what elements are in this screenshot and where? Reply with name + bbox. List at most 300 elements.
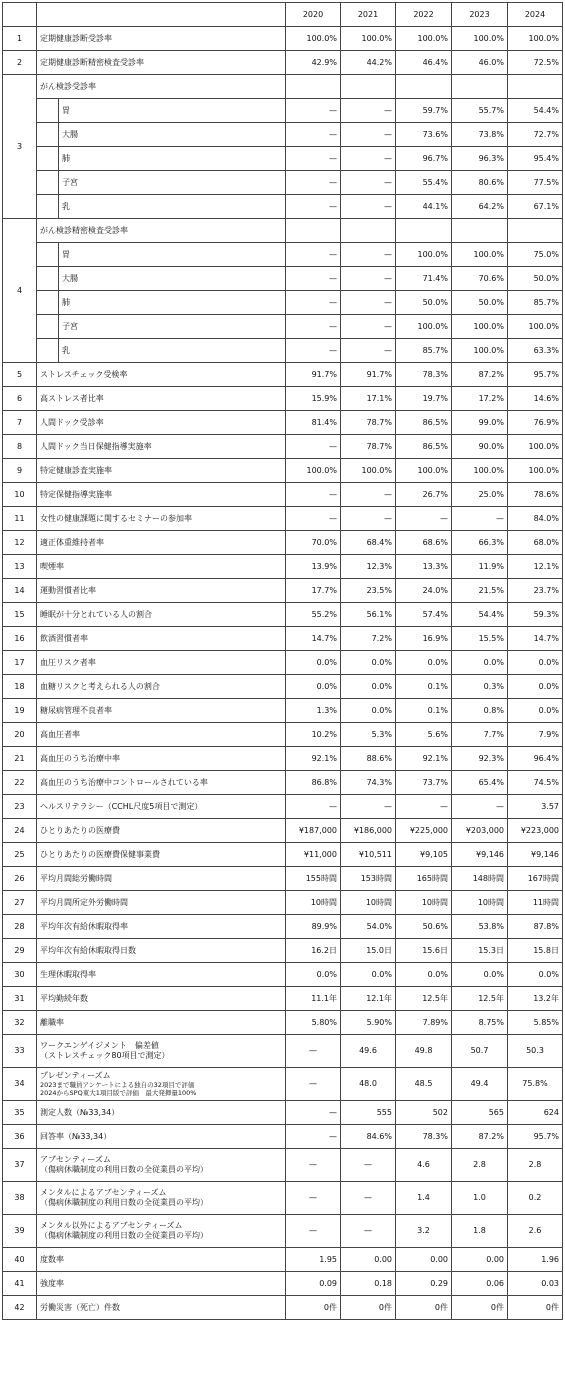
value-cell: 92.1% <box>396 747 452 771</box>
value-cell: 0.0% <box>508 675 563 699</box>
value-cell: 0.00 <box>341 1248 396 1272</box>
value-cell: 12.3% <box>341 555 396 579</box>
value-cell: 13.3% <box>396 555 452 579</box>
table-row <box>3 843 563 867</box>
value-cell: ¥186,000 <box>341 819 396 843</box>
value-cell: 68.0% <box>508 531 563 555</box>
value-cell: 5.3% <box>341 723 396 747</box>
row-label <box>37 1035 286 1068</box>
value-cell: 87.8% <box>508 915 563 939</box>
sub-label: 大腸 <box>59 123 286 147</box>
table-row <box>3 51 563 75</box>
value-cell: 56.1% <box>341 603 396 627</box>
row-number: 23 <box>3 795 37 819</box>
table-row <box>3 459 563 483</box>
value-cell: 16.2日 <box>286 939 341 963</box>
table-row <box>3 987 563 1011</box>
value-cell: — <box>286 1182 341 1215</box>
indent-cell <box>37 123 59 147</box>
value-cell: 96.7% <box>396 147 452 171</box>
table-row <box>3 795 563 819</box>
value-cell: 10時間 <box>452 891 508 915</box>
row-number: 26 <box>3 867 37 891</box>
value-cell: 92.3% <box>452 747 508 771</box>
value-cell: 68.4% <box>341 531 396 555</box>
value-cell: 100.0% <box>508 459 563 483</box>
sub-label: 大腸 <box>59 267 286 291</box>
value-cell: 91.7% <box>341 363 396 387</box>
value-cell: 0.29 <box>396 1272 452 1296</box>
sub-label: 肺 <box>59 147 286 171</box>
value-cell: 42.9% <box>286 51 341 75</box>
value-cell: 0件 <box>452 1296 508 1320</box>
row-label: 高ストレス者比率 <box>37 387 286 411</box>
label-line: （ストレスチェック80項目で測定） <box>40 1051 170 1060</box>
value-cell: 0.8% <box>452 699 508 723</box>
value-cell: 13.9% <box>286 555 341 579</box>
row-number: 11 <box>3 507 37 531</box>
label-line: （傷病休職制度の利用日数の全従業員の平均） <box>40 1231 208 1240</box>
table-row <box>3 1248 563 1272</box>
table-row <box>3 555 563 579</box>
value-cell: 17.1% <box>341 387 396 411</box>
value-cell: 49.6 <box>341 1035 396 1068</box>
value-cell: 0.09 <box>286 1272 341 1296</box>
value-cell: — <box>396 795 452 819</box>
table-row <box>3 699 563 723</box>
value-cell: 3.2 <box>396 1215 452 1248</box>
group-title-row <box>3 219 563 243</box>
value-cell: 12.1% <box>508 555 563 579</box>
value-cell: 55.7% <box>452 99 508 123</box>
sub-label: 胃 <box>59 243 286 267</box>
value-cell: — <box>286 435 341 459</box>
value-cell: — <box>286 171 341 195</box>
value-cell: 49.4 <box>452 1068 508 1101</box>
row-label: 離職率 <box>37 1011 286 1035</box>
year-header: 2024 <box>508 3 563 27</box>
value-cell: 1.96 <box>508 1248 563 1272</box>
value-cell: — <box>396 507 452 531</box>
value-cell: 24.0% <box>396 579 452 603</box>
value-cell: 0.06 <box>452 1272 508 1296</box>
value-cell: 624 <box>508 1101 563 1125</box>
empty-cell <box>286 219 341 243</box>
row-label: ひとりあたりの医療費保健事業費 <box>37 843 286 867</box>
value-cell: — <box>341 99 396 123</box>
group-item-row <box>3 267 563 291</box>
row-number: 16 <box>3 627 37 651</box>
value-cell: — <box>341 507 396 531</box>
value-cell: — <box>341 1215 396 1248</box>
value-cell: 1.95 <box>286 1248 341 1272</box>
label-line: 強度率 <box>40 1278 64 1288</box>
value-cell: 46.0% <box>452 51 508 75</box>
table-row <box>3 1035 563 1068</box>
value-cell: 15.3日 <box>452 939 508 963</box>
year-header: 2021 <box>341 3 396 27</box>
value-cell: 555 <box>341 1101 396 1125</box>
value-cell: 4.6 <box>396 1149 452 1182</box>
header-row <box>3 3 563 27</box>
value-cell: 95.7% <box>508 1125 563 1149</box>
empty-cell <box>341 219 396 243</box>
value-cell: — <box>286 1035 341 1068</box>
row-number: 5 <box>3 363 37 387</box>
value-cell: 0.0% <box>286 963 341 987</box>
value-cell: 11時間 <box>508 891 563 915</box>
row-number: 9 <box>3 459 37 483</box>
value-cell: 73.7% <box>396 771 452 795</box>
label-line: アブセンティーズム <box>40 1155 111 1164</box>
row-number: 37 <box>3 1149 37 1182</box>
value-cell: 0件 <box>341 1296 396 1320</box>
value-cell: 167時間 <box>508 867 563 891</box>
value-cell: 23.5% <box>341 579 396 603</box>
row-label: 定期健康診断精密検査受診率 <box>37 51 286 75</box>
table-row <box>3 867 563 891</box>
value-cell: 0.0% <box>341 675 396 699</box>
value-cell: 70.0% <box>286 531 341 555</box>
value-cell: 502 <box>396 1101 452 1125</box>
value-cell: 100.0% <box>396 315 452 339</box>
value-cell: 17.2% <box>452 387 508 411</box>
value-cell: 0.0% <box>341 651 396 675</box>
value-cell: 50.7 <box>452 1035 508 1068</box>
value-cell: — <box>341 195 396 219</box>
value-cell: 67.1% <box>508 195 563 219</box>
value-cell: 88.6% <box>341 747 396 771</box>
value-cell: 0.0% <box>286 651 341 675</box>
value-cell: 54.4% <box>508 99 563 123</box>
value-cell: ¥10,511 <box>341 843 396 867</box>
group-item-row <box>3 195 563 219</box>
value-cell: 54.4% <box>452 603 508 627</box>
value-cell: 74.5% <box>508 771 563 795</box>
value-cell: 78.6% <box>508 483 563 507</box>
table-row <box>3 963 563 987</box>
value-cell: — <box>286 315 341 339</box>
value-cell: 12.5年 <box>452 987 508 1011</box>
row-number: 1 <box>3 27 37 51</box>
value-cell: — <box>341 171 396 195</box>
table-row <box>3 915 563 939</box>
row-number: 10 <box>3 483 37 507</box>
row-number: 4 <box>3 219 37 363</box>
value-cell: 7.2% <box>341 627 396 651</box>
value-cell: — <box>452 795 508 819</box>
value-cell: 2.8 <box>452 1149 508 1182</box>
row-label: 飲酒習慣者率 <box>37 627 286 651</box>
value-cell: 85.7% <box>396 339 452 363</box>
value-cell: ¥9,146 <box>452 843 508 867</box>
row-number: 40 <box>3 1248 37 1272</box>
row-label <box>37 1101 286 1125</box>
sub-label: 子宮 <box>59 315 286 339</box>
row-label: 人間ドック受診率 <box>37 411 286 435</box>
value-cell: 48.0 <box>341 1068 396 1101</box>
row-number: 6 <box>3 387 37 411</box>
row-number: 20 <box>3 723 37 747</box>
value-cell: 0.00 <box>396 1248 452 1272</box>
row-label <box>37 1125 286 1149</box>
value-cell: 46.4% <box>396 51 452 75</box>
row-number: 12 <box>3 531 37 555</box>
value-cell: 73.8% <box>452 123 508 147</box>
value-cell: 12.1年 <box>341 987 396 1011</box>
year-header: 2020 <box>286 3 341 27</box>
value-cell: — <box>341 243 396 267</box>
group-item-row <box>3 291 563 315</box>
value-cell: ¥225,000 <box>396 819 452 843</box>
label-line: 回答率（№33,34） <box>40 1131 112 1141</box>
value-cell: 100.0% <box>452 459 508 483</box>
value-cell: — <box>286 243 341 267</box>
value-cell: 0.0% <box>286 675 341 699</box>
row-number: 14 <box>3 579 37 603</box>
table-row <box>3 1101 563 1125</box>
value-cell: 87.2% <box>452 363 508 387</box>
value-cell: — <box>341 291 396 315</box>
value-cell: 100.0% <box>452 27 508 51</box>
value-cell: 78.7% <box>341 435 396 459</box>
value-cell: — <box>286 1125 341 1149</box>
value-cell: — <box>286 195 341 219</box>
value-cell: 81.4% <box>286 411 341 435</box>
value-cell: 50.3 <box>508 1035 563 1068</box>
value-cell: 15.0日 <box>341 939 396 963</box>
value-cell: 57.4% <box>396 603 452 627</box>
indent-cell <box>37 171 59 195</box>
row-number: 41 <box>3 1272 37 1296</box>
row-number: 15 <box>3 603 37 627</box>
value-cell: 59.3% <box>508 603 563 627</box>
value-cell: 0.1% <box>396 675 452 699</box>
table-row <box>3 603 563 627</box>
sub-label: 胃 <box>59 99 286 123</box>
table-row <box>3 1149 563 1182</box>
row-number: 28 <box>3 915 37 939</box>
group-item-row <box>3 171 563 195</box>
value-cell: — <box>286 507 341 531</box>
row-label: 平均月間所定外労働時間 <box>37 891 286 915</box>
value-cell: 55.4% <box>396 171 452 195</box>
label-line: 測定人数（№33,34） <box>40 1107 120 1117</box>
value-cell: 0.0% <box>396 963 452 987</box>
table-row <box>3 627 563 651</box>
value-cell: 21.5% <box>452 579 508 603</box>
row-number: 32 <box>3 1011 37 1035</box>
label-line: （傷病休職制度の利用日数の全従業員の平均） <box>40 1165 208 1174</box>
health-metrics-table <box>2 2 563 1320</box>
value-cell: 100.0% <box>286 27 341 51</box>
value-cell: 77.5% <box>508 171 563 195</box>
empty-cell <box>396 75 452 99</box>
value-cell: ¥11,000 <box>286 843 341 867</box>
value-cell: — <box>341 267 396 291</box>
value-cell: 68.6% <box>396 531 452 555</box>
value-cell: 0件 <box>508 1296 563 1320</box>
table-row <box>3 891 563 915</box>
value-cell: 85.7% <box>508 291 563 315</box>
value-cell: 92.1% <box>286 747 341 771</box>
value-cell: 0.18 <box>341 1272 396 1296</box>
row-number: 3 <box>3 75 37 219</box>
value-cell: 15.5% <box>452 627 508 651</box>
value-cell: 96.3% <box>452 147 508 171</box>
value-cell: — <box>341 483 396 507</box>
value-cell: 12.5年 <box>396 987 452 1011</box>
value-cell: 66.3% <box>452 531 508 555</box>
row-number: 2 <box>3 51 37 75</box>
value-cell: ¥203,000 <box>452 819 508 843</box>
value-cell: 72.7% <box>508 123 563 147</box>
value-cell: 64.2% <box>452 195 508 219</box>
sub-label: 肺 <box>59 291 286 315</box>
table-row <box>3 387 563 411</box>
year-header: 2022 <box>396 3 452 27</box>
label-line: （傷病休職制度の利用日数の全従業員の平均） <box>40 1198 208 1207</box>
indent-cell <box>37 267 59 291</box>
value-cell: 0.0% <box>341 963 396 987</box>
table-row <box>3 1182 563 1215</box>
value-cell: — <box>286 339 341 363</box>
value-cell: 10時間 <box>396 891 452 915</box>
group-item-row <box>3 243 563 267</box>
value-cell: 73.6% <box>396 123 452 147</box>
row-label: 適正体重維持者率 <box>37 531 286 555</box>
row-label <box>37 1272 286 1296</box>
row-number: 27 <box>3 891 37 915</box>
value-cell: 14.7% <box>508 627 563 651</box>
row-label: 高血圧者率 <box>37 723 286 747</box>
group-item-row <box>3 123 563 147</box>
value-cell: — <box>286 1068 341 1101</box>
value-cell: 5.80% <box>286 1011 341 1035</box>
value-cell: 0.1% <box>396 699 452 723</box>
value-cell: 89.9% <box>286 915 341 939</box>
group-title-row <box>3 75 563 99</box>
value-cell: 100.0% <box>286 459 341 483</box>
group-title: がん検診精密検査受診率 <box>37 219 286 243</box>
value-cell: 0.0% <box>508 963 563 987</box>
row-number: 8 <box>3 435 37 459</box>
row-label <box>37 1149 286 1182</box>
value-cell: 84.0% <box>508 507 563 531</box>
label-line: メンタルによるアブセンティーズム <box>40 1188 167 1197</box>
row-label: 平均月間総労働時間 <box>37 867 286 891</box>
label-line: 度数率 <box>40 1254 64 1264</box>
value-cell: 78.7% <box>341 411 396 435</box>
value-cell: 1.3% <box>286 699 341 723</box>
value-cell: 75.0% <box>508 243 563 267</box>
empty-cell <box>286 75 341 99</box>
row-label: ストレスチェック受検率 <box>37 363 286 387</box>
value-cell: ¥9,146 <box>508 843 563 867</box>
value-cell: 53.8% <box>452 915 508 939</box>
value-cell: 63.3% <box>508 339 563 363</box>
row-number: 31 <box>3 987 37 1011</box>
table-row <box>3 363 563 387</box>
value-cell: 148時間 <box>452 867 508 891</box>
value-cell: 95.4% <box>508 147 563 171</box>
table-row <box>3 579 563 603</box>
row-label: 人間ドック当日保健指導実施率 <box>37 435 286 459</box>
value-cell: 90.0% <box>452 435 508 459</box>
value-cell: — <box>286 795 341 819</box>
value-cell: 100.0% <box>341 27 396 51</box>
indent-cell <box>37 195 59 219</box>
row-label: ヘルスリテラシー（CCHL尺度5項目で測定） <box>37 795 286 819</box>
value-cell: 50.0% <box>396 291 452 315</box>
value-cell: 14.7% <box>286 627 341 651</box>
value-cell: 5.6% <box>396 723 452 747</box>
value-cell: 153時間 <box>341 867 396 891</box>
row-number: 30 <box>3 963 37 987</box>
value-cell: 80.6% <box>452 171 508 195</box>
table-row <box>3 435 563 459</box>
value-cell: 50.0% <box>452 291 508 315</box>
value-cell: 15.6日 <box>396 939 452 963</box>
table-row <box>3 675 563 699</box>
row-label: 生理休暇取得率 <box>37 963 286 987</box>
table-row <box>3 723 563 747</box>
value-cell: 15.9% <box>286 387 341 411</box>
row-number: 19 <box>3 699 37 723</box>
year-header: 2023 <box>452 3 508 27</box>
value-cell: 7.9% <box>508 723 563 747</box>
row-number: 39 <box>3 1215 37 1248</box>
indent-cell <box>37 315 59 339</box>
value-cell: 2.8 <box>508 1149 563 1182</box>
value-cell: 0.2 <box>508 1182 563 1215</box>
header-label-cell <box>37 3 286 27</box>
table-row <box>3 531 563 555</box>
value-cell: 100.0% <box>508 435 563 459</box>
table-row <box>3 483 563 507</box>
value-cell: 5.90% <box>341 1011 396 1035</box>
row-number: 25 <box>3 843 37 867</box>
table-row <box>3 651 563 675</box>
row-label <box>37 1068 286 1101</box>
group-item-row <box>3 147 563 171</box>
value-cell: — <box>286 1215 341 1248</box>
row-label: 定期健康診断受診率 <box>37 27 286 51</box>
value-cell: 44.2% <box>341 51 396 75</box>
value-cell: 100.0% <box>396 459 452 483</box>
value-cell: 15.8日 <box>508 939 563 963</box>
label-line: 労働災害（死亡）件数 <box>40 1302 120 1312</box>
value-cell: 65.4% <box>452 771 508 795</box>
table-row <box>3 1296 563 1320</box>
table-row <box>3 819 563 843</box>
row-label: 血糖リスクと考えられる人の割合 <box>37 675 286 699</box>
row-label: ひとりあたりの医療費 <box>37 819 286 843</box>
label-line: プレゼンティーズム <box>40 1071 111 1080</box>
value-cell: — <box>341 1149 396 1182</box>
value-cell: 86.5% <box>396 411 452 435</box>
value-cell: 100.0% <box>452 315 508 339</box>
value-cell: 1.4 <box>396 1182 452 1215</box>
value-cell: 76.9% <box>508 411 563 435</box>
value-cell: 23.7% <box>508 579 563 603</box>
indent-cell <box>37 99 59 123</box>
label-line: 2024からSPQ東大1項目版で評価 最大発揮量100% <box>40 1089 197 1097</box>
value-cell: 100.0% <box>452 243 508 267</box>
value-cell: 54.0% <box>341 915 396 939</box>
value-cell: — <box>341 315 396 339</box>
row-label: 平均年次有給休暇取得日数 <box>37 939 286 963</box>
